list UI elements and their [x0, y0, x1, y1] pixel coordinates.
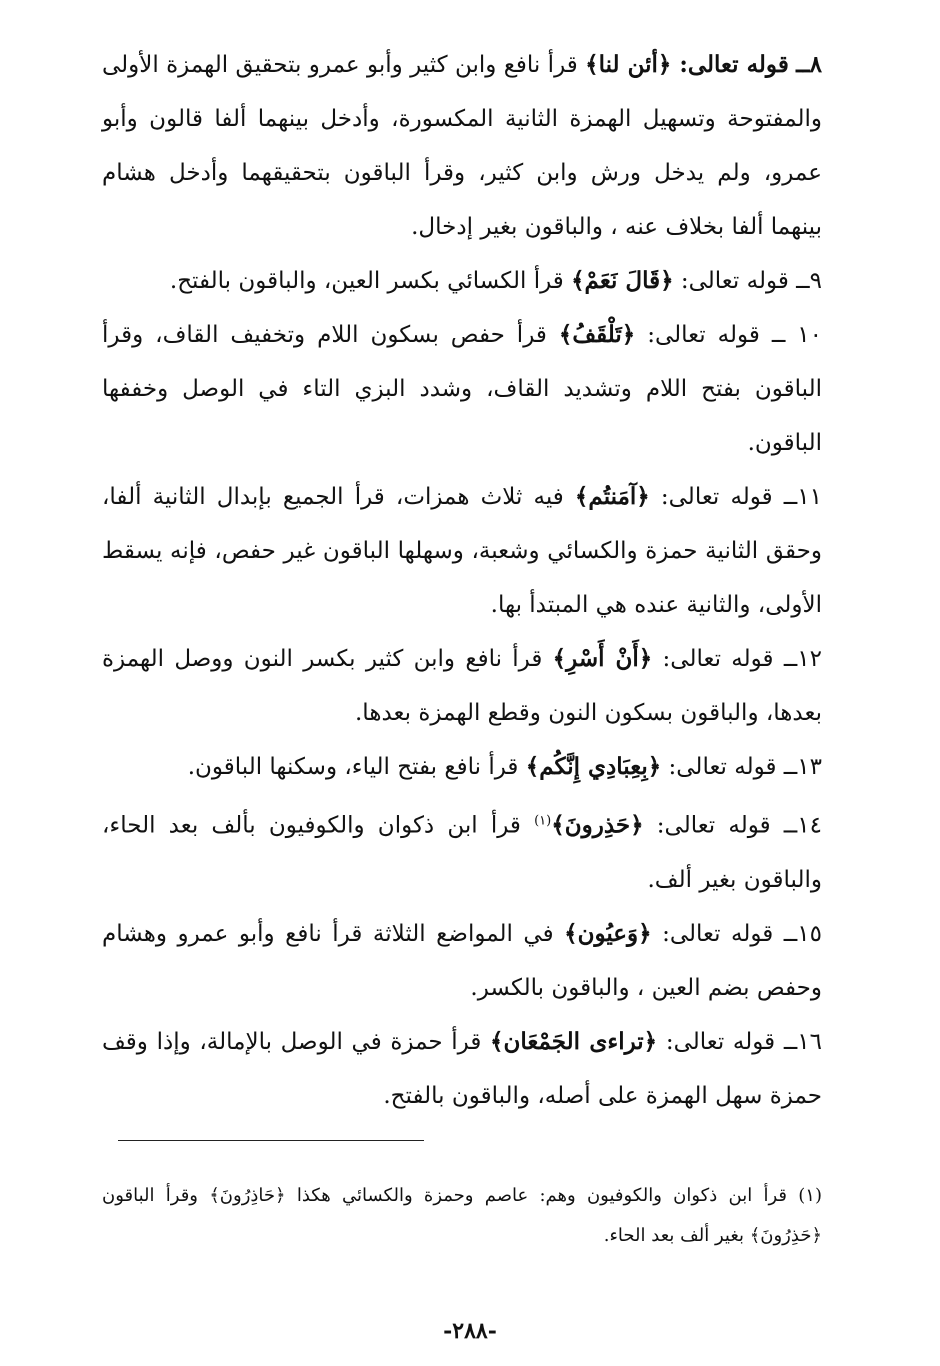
- paragraph-number: ٩ــ: [796, 268, 822, 294]
- paragraph-text: في المواضع الثلاثة قرأ نافع وأبو عمرو وهشام وحفص بضم العين ، والباقون بالكسر.: [102, 920, 822, 1001]
- paragraph-13: [102, 740, 822, 794]
- quran-verse: ﴿آمَنتُم﴾: [574, 483, 650, 510]
- quran-verse: ﴿تَلْقَفُ﴾: [558, 321, 636, 348]
- paragraph-text: قرأ حمزة في الوصل بالإمالة، وإذا وقف حمزة سهل الهمزة على أصله، والباقون بالفتح.: [102, 1028, 822, 1109]
- paragraph-text: قرأ نافع وابن كثير بكسر النون ووصل الهمزة بعدها، والباقون بسكون النون وقطع الهمزة بعدها.: [102, 646, 822, 726]
- paragraph-11: [102, 470, 822, 632]
- footnote-divider: [118, 1140, 424, 1141]
- paragraph-number: ١٤ــ: [783, 812, 822, 839]
- verse-intro: قوله تعالى:: [652, 646, 774, 672]
- paragraph-number: ١١ــ: [783, 484, 822, 510]
- footnote: (١) قرأ ابن ذكوان والكوفيون وهم: عاصم وحمزة والكسائي هكذا ﴿حَاذِرُونَ﴾ وقرأ الباقون ﴿حَذِرُونَ﴾ بغير ألف بعد الحاء.: [102, 1185, 822, 1246]
- page-number: -٢٨٨-: [443, 1318, 497, 1344]
- quran-verse: ﴿أئن لنا﴾: [585, 51, 672, 78]
- paragraph-8: [102, 38, 822, 254]
- paragraph-number: ١٥ــ: [783, 920, 822, 947]
- quran-verse: ﴿بِعِبَادِي إِنَّكُم﴾: [525, 753, 662, 780]
- paragraph-number: ١٦ــ: [783, 1028, 823, 1055]
- paragraph-text: قرأ ابن ذكوان والكوفيون بألف بعد الحاء، والباقون بغير ألف.: [102, 812, 822, 893]
- verse-intro: قوله تعالى:: [657, 1028, 776, 1055]
- paragraph-text: قرأ نافع بفتح الياء، وسكنها الباقون.: [187, 754, 526, 780]
- quran-verse: ﴿قَالَ نَعَمْ﴾: [571, 267, 674, 294]
- quran-verse: ﴿حَذِرونَ﴾: [551, 811, 644, 839]
- paragraph-12: [102, 632, 822, 740]
- paragraph-text: قرأ حفص بسكون اللام وتخفيف القاف، وقرأ الباقون بفتح اللام وتشديد القاف، وشدد البزي التاء في الوصل وخففها الباقون.: [102, 322, 822, 456]
- paragraph-text: فيه ثلاث همزات، قرأ الجميع بإبدال الثانية ألفا، وحقق الثانية حمزة والكسائي وشعبة، وسهلها الباقون غير حفص، فإنه يسقط الأولى، والثانية عنده هي المبتدأ بها.: [102, 484, 822, 618]
- verse-intro: قوله تعالى:: [649, 484, 773, 510]
- quran-verse: ﴿تراءى الجَمْعَان﴾: [490, 1027, 658, 1055]
- paragraph-number: ١٠ ــ: [771, 322, 823, 348]
- verse-intro: قوله تعالى:: [661, 754, 777, 780]
- quran-verse: ﴿وَعيُون﴾: [564, 919, 652, 947]
- paragraph-number: ٨ــ: [796, 51, 822, 78]
- paragraph-9: [102, 254, 822, 308]
- verse-intro: قوله تعالى:: [635, 322, 760, 348]
- verse-intro: قوله تعالى:: [673, 268, 789, 294]
- paragraph-number: ١٢ــ: [783, 646, 823, 672]
- paragraph-14: [102, 794, 822, 907]
- quran-verse: ﴿أَنْ أَسْرِ﴾: [552, 645, 653, 672]
- paragraph-number: ١٣ــ: [783, 754, 822, 780]
- verse-intro: قوله تعالى:: [671, 51, 789, 78]
- verse-intro: قوله تعالى:: [643, 812, 771, 839]
- paragraph-text: قرأ الكسائي بكسر العين، والباقون بالفتح.: [169, 268, 572, 294]
- paragraph-16: [102, 1015, 822, 1123]
- paragraph-10: [102, 308, 822, 470]
- paragraph-text: قرأ نافع وابن كثير وأبو عمرو بتحقيق الهمزة الأولى والمفتوحة وتسهيل الهمزة الثانية المكسورة، وأدخل بينهما ألفا قالون وأبو عمرو، ولم يدخل ورش وابن كثير، وقرأ الباقون بتحقيقهما وأدخل هشام بينهما ألفا بخلاف عنه ، والباقون بغير إدخال.: [102, 52, 822, 240]
- verse-intro: قوله تعالى:: [651, 920, 774, 947]
- body-text: [102, 38, 822, 1123]
- footnote-marker: (١): [534, 813, 552, 828]
- paragraph-15: [102, 907, 822, 1015]
